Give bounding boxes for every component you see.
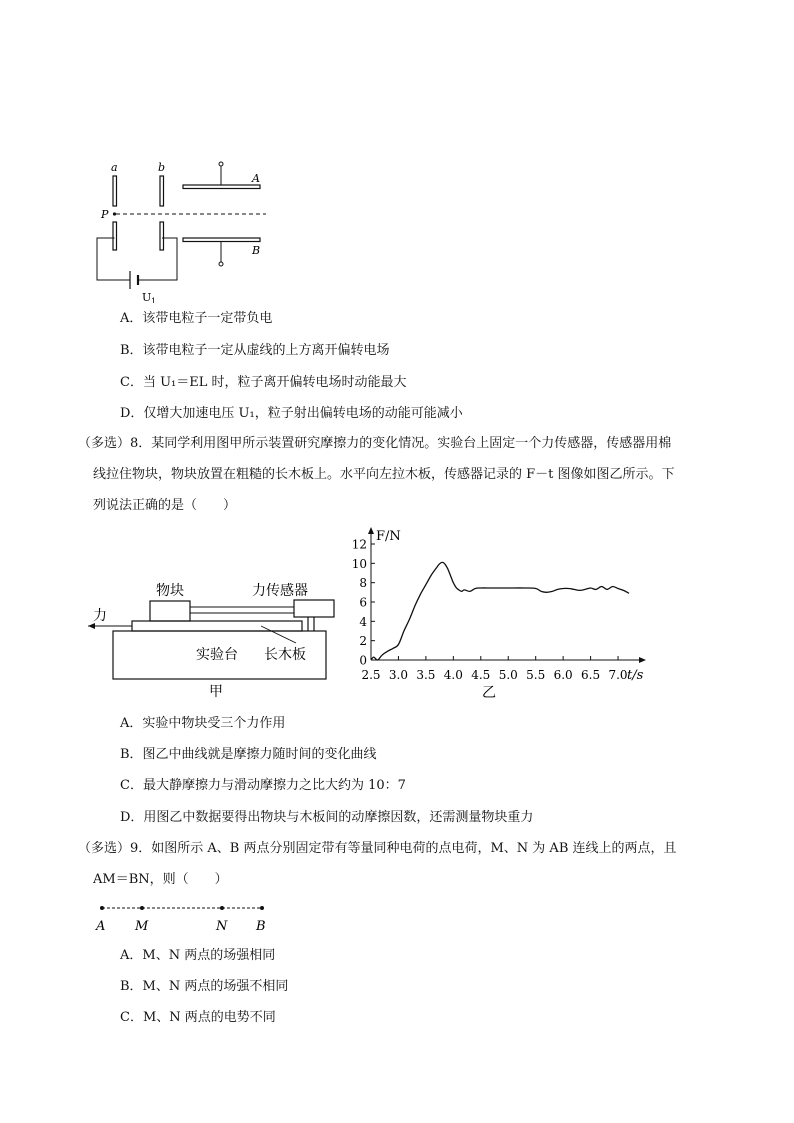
chart-x-tick-label: 3.0 bbox=[388, 668, 408, 682]
q7-option-d: D．仅增大加速电压 U₁，粒子射出偏转电场的动能可能减小 bbox=[120, 406, 463, 421]
chart-y-tick-label: 0 bbox=[359, 653, 367, 668]
q7-option-c: C．当 U₁＝EL 时，粒子离开偏转电场时动能最大 bbox=[120, 375, 407, 390]
point-A bbox=[100, 906, 104, 910]
q9-stem-line-1: （多选）9．如图所示 A、B 两点分别固定带有等量同种电荷的点电荷，M、N 为 AB 连线上的两点，且 bbox=[78, 841, 677, 856]
figure-q7-deflection-apparatus bbox=[90, 158, 280, 303]
label-force-sensor: 力传感器 bbox=[252, 583, 308, 599]
q7-option-a: A．该带电粒子一定带负电 bbox=[120, 311, 273, 326]
q9-option-a: A．M、N 两点的场强相同 bbox=[120, 948, 276, 963]
figure-q9-charges-line bbox=[90, 898, 280, 938]
label-long-board: 长木板 bbox=[264, 647, 306, 663]
label-voltage-U: U bbox=[142, 291, 152, 303]
label-block: 物块 bbox=[156, 583, 184, 599]
q9-stem-line-2: AM＝BN，则（ ） bbox=[93, 872, 228, 887]
chart-x-tick-label: 4.0 bbox=[443, 668, 463, 682]
chart-x-tick-label: 5.0 bbox=[498, 668, 518, 682]
caption-yi: 乙 bbox=[482, 685, 496, 701]
q8-option-b: B．图乙中曲线就是摩擦力随时间的变化曲线 bbox=[120, 747, 377, 762]
chart-x-axis-label: t/s bbox=[627, 668, 644, 683]
chart-y-tick-label: 2 bbox=[359, 634, 367, 649]
q9-option-b: B．M、N 两点的场强不相同 bbox=[120, 979, 289, 994]
label-B: B bbox=[256, 919, 266, 934]
chart-x-tick-label: 3.5 bbox=[416, 668, 436, 682]
label-pull-force: 力 bbox=[93, 608, 107, 624]
label-plate-b: b bbox=[158, 161, 166, 174]
label-M: M bbox=[135, 919, 149, 934]
label-A: A bbox=[96, 919, 106, 934]
point-M bbox=[140, 906, 144, 910]
q8-option-a: A．实验中物块受三个力作用 bbox=[120, 716, 286, 731]
figure-jia-friction-apparatus bbox=[88, 575, 338, 705]
chart-y-tick-label: 6 bbox=[359, 595, 367, 610]
q8-stem-line-1: （多选）8．某同学利用图甲所示装置研究摩擦力的变化情况。实验台上固定一个力传感器，传感器用棉 bbox=[78, 436, 672, 451]
label-lab-table: 实验台 bbox=[196, 647, 238, 663]
chart-y-tick-label: 10 bbox=[351, 556, 367, 571]
label-plate-A: A bbox=[252, 172, 260, 185]
chart-y-tick-label: 12 bbox=[351, 537, 367, 552]
chart-x-tick-label: 6.0 bbox=[553, 668, 573, 682]
chart-y-tick-label: 8 bbox=[359, 576, 367, 591]
label-point-P: P bbox=[101, 208, 109, 221]
label-plate-a: a bbox=[111, 161, 118, 174]
chart-x-tick-label: 4.5 bbox=[471, 668, 491, 682]
label-plate-B: B bbox=[252, 244, 261, 257]
q8-option-c: C．最大静摩擦力与滑动摩擦力之比大约为 10：7 bbox=[120, 778, 406, 793]
chart-ft-graph bbox=[340, 520, 660, 705]
chart-y-tick-label: 4 bbox=[359, 614, 367, 629]
q8-stem-line-3: 列说法正确的是（ ） bbox=[93, 498, 237, 513]
q8-stem-line-2: 线拉住物块，物块放置在粗糙的长木板上。水平向左拉木板，传感器记录的 F－t 图像如图乙所示。下 bbox=[93, 467, 675, 482]
chart-y-axis-label: F/N bbox=[376, 529, 401, 544]
chart-x-tick-label: 2.5 bbox=[361, 668, 381, 682]
q9-option-c: C．M、N 两点的电势不同 bbox=[120, 1010, 276, 1025]
label-N: N bbox=[216, 919, 228, 934]
q7-option-b: B．该带电粒子一定从虚线的上方离开偏转电场 bbox=[120, 343, 390, 358]
chart-x-tick-label: 5.5 bbox=[526, 668, 546, 682]
chart-x-tick-label: 7.0 bbox=[608, 668, 628, 682]
chart-x-tick-label: 6.5 bbox=[581, 668, 601, 682]
caption-jia: 甲 bbox=[209, 684, 223, 700]
point-N bbox=[220, 906, 224, 910]
label-voltage-U-subscript: 1 bbox=[151, 297, 157, 303]
chart-series-line-F bbox=[371, 562, 629, 660]
q8-option-d: D．用图乙中数据要得出物块与木板间的动摩擦因数，还需测量物块重力 bbox=[120, 810, 534, 825]
point-B bbox=[260, 906, 264, 910]
